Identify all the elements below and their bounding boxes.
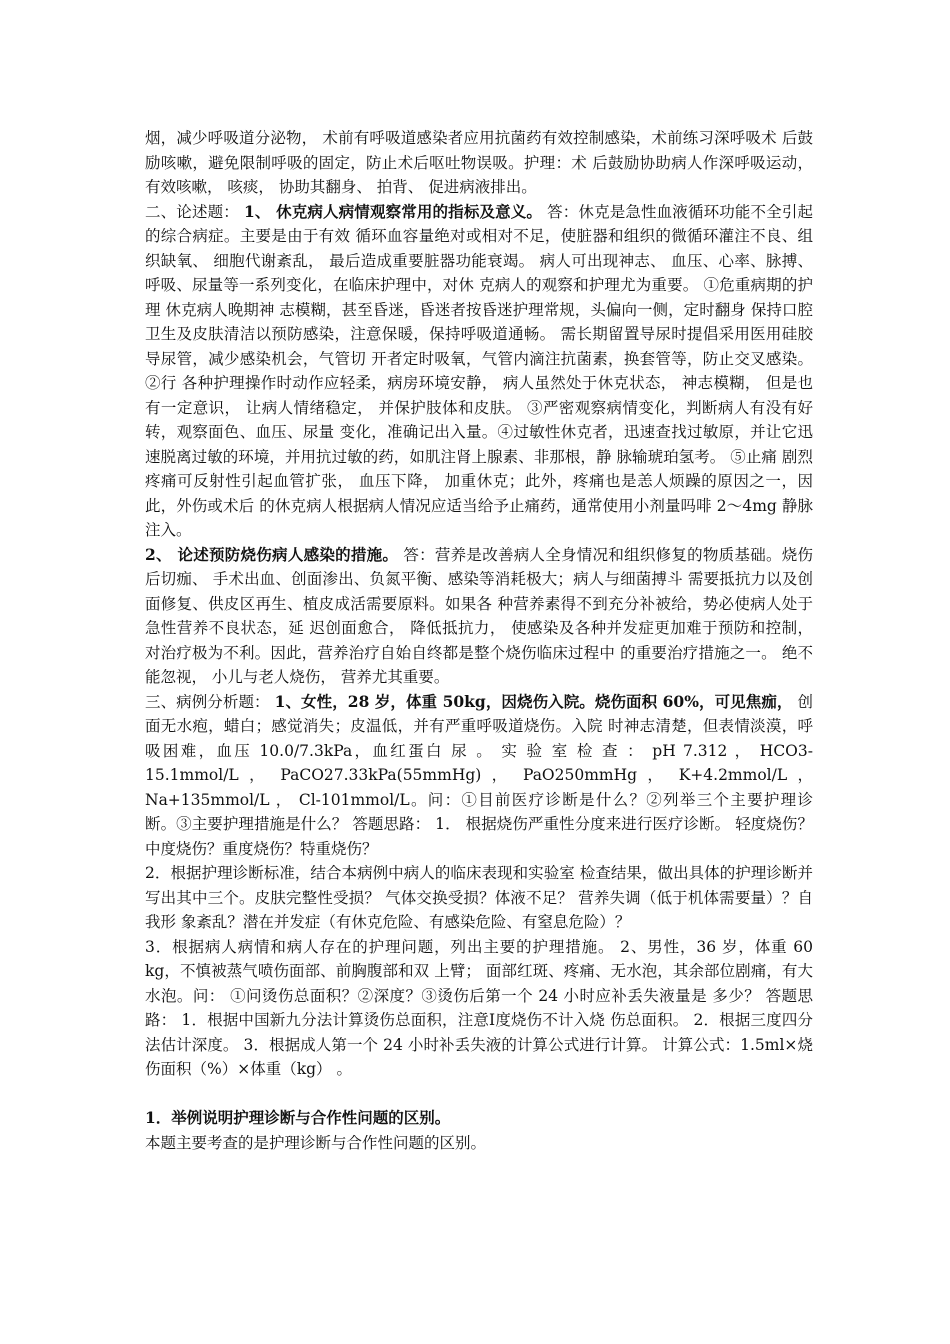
essay-q1-answer: 答：休克是急性血液循环功能不全引起的综合病症。主要是由于有效 循环血容量绝对或相对不足，使脏器和组织的微循环灌注不良、组织缺氧、 细胞代谢紊乱， 最后造成重要脏器功能衰竭。 病人可出现神志、 血压、心率、脉搏、呼吸、尿量等一系列变化，在临床护理中，对休 克病人的观察和护理尤为重要。 ①危重病期的护理 休克病人晚期神 志模糊，甚至昏迷，昏迷者按昏迷护理常规，头偏向一侧，定时翻身 保持口腔卫生及皮肤清洁以预防感染，注意保暖，保持呼吸道通畅。 需长期留置导尿时提倡采用医用硅胶导尿管，减少感染机会，气管切 开者定时吸氧，气管内滴注抗菌素，换套管等，防止交叉感染。②行 各种护理操作时动作应轻柔，病房环境安静， 病人虽然处于休克状态， 神志模糊， 但是也有一定意识， 让病人情绪稳定， 并保护肢体和皮肤。 ③严密观察病情变化，判断病人有没有好转，观察面色、血压、尿量 变化，准确记出入量。④过敏性休克者，迅速查找过敏原，并让它迅 速脱离过敏的环境，并用抗过敏的药，如肌注肾上腺素、非那根，静 脉输琥珀氢考。 ⑤止痛 剧烈疼痛可反射性引起血管扩张， 血压下降， 加重休克；此外，疼痛也是恙人烦躁的原因之一，因此，外伤或术后 的休克病人根据病人情况应适当给予止痛药，通常使用小剂量吗啡 2～4mg 静脉注入。 <box>145 202 813 539</box>
paragraph-spacer <box>145 1082 813 1107</box>
case1-body: 创面无水疱，蜡白；感觉消失；皮温低，并有严重呼吸道烧伤。入院 时神志清楚，但表情淡漠，呼吸困难，血压 10.0/7.3kPa，血红蛋白 尿 。 实 验 室 检 查 ： pH 7.312 ， HCO3-15.1mmol/L ， PaCO27.33kPa(55mmHg) ， PaO250mmHg ， K+4.2mmol/L ， Na+135mmol/L ， Cl-101mmol/L。问：①目前医疗诊断是什么？②列举三个主要护理诊 断。③主要护理措施是什么？ 答题思路： 1． 根据烧伤严重性分度来进行医疗诊断。 轻度烧伤？中度烧伤？重度烧伤？特重烧伤？ <box>145 692 813 858</box>
case-analysis-1 <box>145 690 813 862</box>
essay-q2-title: 2、 论述预防烧伤病人感染的措施。 <box>145 544 399 564</box>
closing-text: 本题主要考查的是护理诊断与合作性问题的区别。 <box>145 1133 487 1152</box>
essay-question-2 <box>145 543 813 690</box>
closing-heading: 1．举例说明护理诊断与合作性问题的区别。 <box>145 1108 451 1127</box>
essay-question-1 <box>145 200 813 543</box>
case1-point-3-and-case-2: 3．根据病人病情和病人存在的护理问题，列出主要的护理措施。 2、男性，36 岁，体重 60 kg，不慎被蒸气喷伤面部、前胸腹部和双 上臂； 面部红斑、疼痛、无水泡，其余部位剧痛，有大水泡。问： ①问烫伤总面积？②深度？③烫伤后第一个 24 小时应补丢失液量是 多少？ 答题思路： 1．根据中国新九分法计算烫伤总面积，注意Ⅰ度烧伤不计入烧 伤总面积。 2．根据三度四分法估计深度。 3．根据成人第一个 24 小时补丢失液的计算公式进行计算。 计算公式：1.5ml×烧伤面积（%）×体重（kg） 。 <box>145 937 813 1078</box>
essay-q1-title: 1、 休克病人病情观察常用的指标及意义。 <box>243 201 543 221</box>
essay-q2-answer: 答：营养是改善病人全身情况和组织修复的物质基础。烧伤后切痂、 手术出血、创面渗出、负氮平衡、感染等消耗极大；病人与细菌搏斗 需要抵抗力以及创面修复、供皮区再生、植皮成活需要原料。如果各 种营养素得不到充分补被给，势必使病人处于急性营养不良状态，延 迟创面愈合， 降低抵抗力， 使感染及各种并发症更加难于预防和控制， 对治疗极为不利。因此，营养治疗自始自终都是整个烧伤临床过程中 的重要治疗措施之一。 绝不能忽视， 小儿与老人烧伤， 营养尤其重要。 <box>145 545 813 686</box>
case-section-label: 三、病例分析题： <box>145 692 275 711</box>
case1-title: 1、女性，28 岁，体重 50kg，因烧伤入院。烧伤面积 60%，可见焦痂， <box>274 691 793 711</box>
intro-paragraph: 烟，减少呼吸道分泌物， 术前有呼吸道感染者应用抗菌药有效控制感染，术前练习深呼吸术 后鼓励咳嗽，避免限制呼吸的固定，防止术后呕吐物误吸。护理：术 后鼓励协助病人作深呼吸运动， 有效咳嗽， 咳痰， 协助其翻身、 拍背、 促进病液排出。 <box>145 129 813 196</box>
document-body <box>145 126 813 1155</box>
essay-section-label: 二、论述题： <box>145 202 244 221</box>
case1-point-2: 2．根据护理诊断标准，结合本病例中病人的临床表现和实验室 检查结果，做出具体的护理诊断并写出其中三个。皮肤完整性受损？ 气体交换受损？体液不足？ 营养失调（低于机体需要量）？自我形 象紊乱？潜在并发症（有休克危险、有感染危险、有窒息危险）？ <box>145 864 813 931</box>
